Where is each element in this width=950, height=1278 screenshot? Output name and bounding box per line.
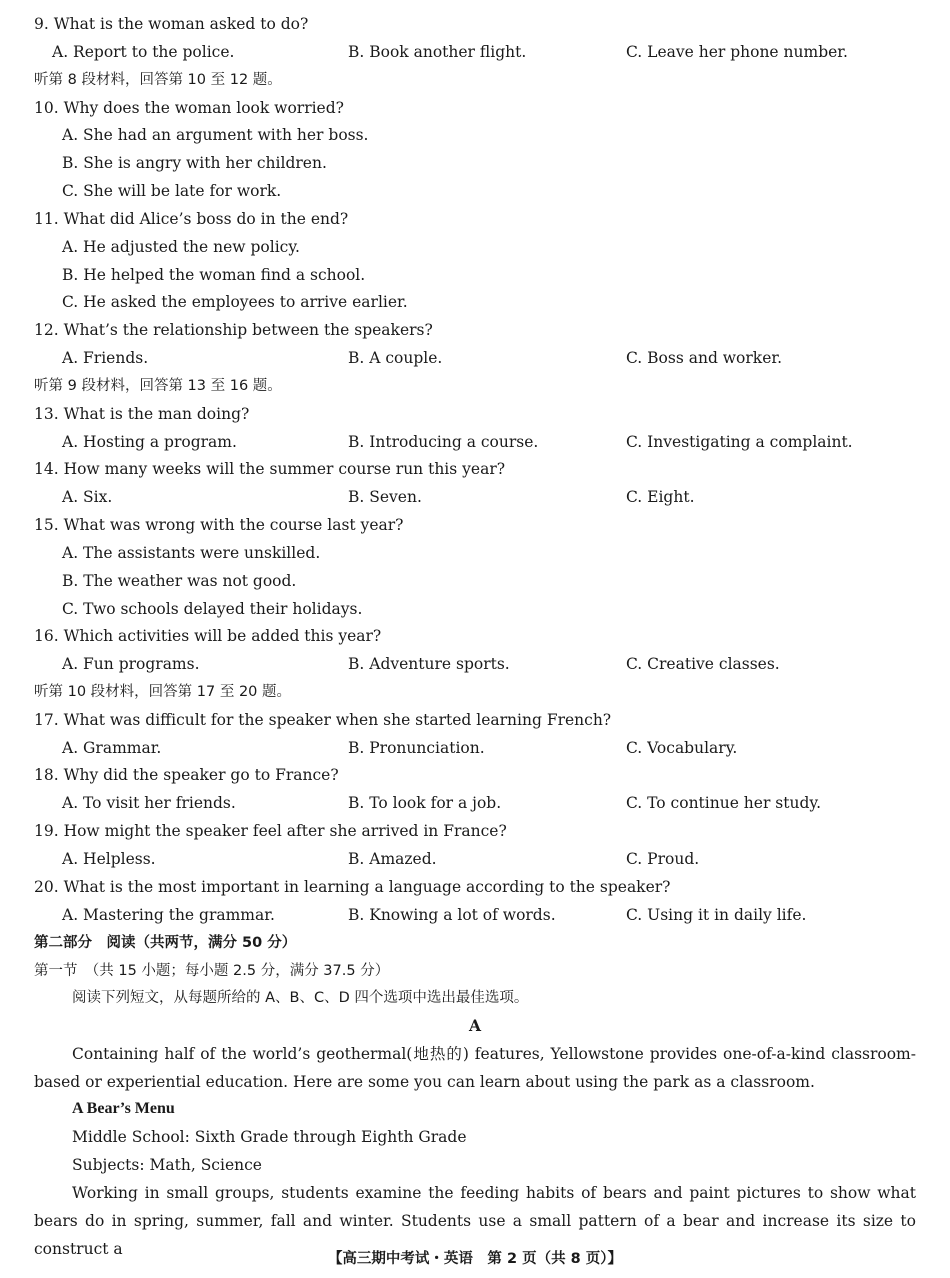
section-9-instruction: 听第 9 段材料，回答第 13 至 16 题。 xyxy=(34,378,282,394)
question-15-option-b: B. The weather was not good. xyxy=(62,572,297,590)
question-13-option-a: A. Hosting a program. xyxy=(62,433,237,451)
question-10-stem: 10. Why does the woman look worried? xyxy=(34,99,344,117)
question-17-option-b: B. Pronunciation. xyxy=(348,739,485,757)
question-14-option-c: C. Eight. xyxy=(626,488,695,506)
question-12-option-c: C. Boss and worker. xyxy=(626,349,782,367)
question-18-option-b: B. To look for a job. xyxy=(348,794,502,812)
question-17-stem: 17. What was difficult for the speaker when she started learning French? xyxy=(34,711,612,729)
passage-body: Working in small groups, students examine the feeding habits of bears and paint pictures to show what bears do in spring, summer, fall and winter. Students use a small pattern of a bear and increase its size to construct a xyxy=(34,1184,916,1258)
section-8-instruction: 听第 8 段材料，回答第 10 至 12 题。 xyxy=(34,72,282,88)
question-15-option-a: A. The assistants were unskilled. xyxy=(62,544,321,562)
question-14-option-b: B. Seven. xyxy=(348,488,422,506)
question-12-option-a: A. Friends. xyxy=(62,349,149,367)
question-15-option-c: C. Two schools delayed their holidays. xyxy=(62,600,363,618)
question-13-stem: 13. What is the man doing? xyxy=(34,405,250,423)
question-19-option-b: B. Amazed. xyxy=(348,850,437,868)
question-11-option-a: A. He adjusted the new policy. xyxy=(62,238,300,256)
question-16-option-b: B. Adventure sports. xyxy=(348,655,510,673)
passage-label: A xyxy=(468,1016,482,1035)
question-20-option-b: B. Knowing a lot of words. xyxy=(348,906,556,924)
question-14-stem: 14. How many weeks will the summer course run this year? xyxy=(34,460,506,478)
question-19-stem: 19. How might the speaker feel after she arrived in France? xyxy=(34,822,507,840)
question-9-option-b: B. Book another flight. xyxy=(348,43,527,61)
question-10-option-b: B. She is angry with her children. xyxy=(62,154,327,172)
question-16-option-c: C. Creative classes. xyxy=(626,655,780,673)
question-18-option-a: A. To visit her friends. xyxy=(62,794,236,812)
question-9-option-a: A. Report to the police. xyxy=(52,43,235,61)
passage-heading: A Bear’s Menu xyxy=(72,1100,175,1117)
question-12-stem: 12. What’s the relationship between the speakers? xyxy=(34,321,433,339)
question-11-option-b: B. He helped the woman find a school. xyxy=(62,266,366,284)
question-17-option-a: A. Grammar. xyxy=(62,739,162,757)
part-two-title: 第二部分 阅读（共两节，满分 50 分） xyxy=(34,935,297,951)
question-15-stem: 15. What was wrong with the course last year? xyxy=(34,516,404,534)
question-19-option-a: A. Helpless. xyxy=(62,850,156,868)
passage-subjects: Subjects: Math, Science xyxy=(72,1156,262,1174)
question-18-stem: 18. Why did the speaker go to France? xyxy=(34,766,339,784)
question-13-option-c: C. Investigating a complaint. xyxy=(626,433,853,451)
question-20-stem: 20. What is the most important in learning a language according to the speaker? xyxy=(34,878,671,896)
question-11-option-c: C. He asked the employees to arrive earlier. xyxy=(62,293,408,311)
question-19-option-c: C. Proud. xyxy=(626,850,700,868)
question-16-option-a: A. Fun programs. xyxy=(62,655,200,673)
question-20-option-c: C. Using it in daily life. xyxy=(626,906,807,924)
question-14-option-a: A. Six. xyxy=(62,488,113,506)
question-12-option-b: B. A couple. xyxy=(348,349,443,367)
question-13-option-b: B. Introducing a course. xyxy=(348,433,539,451)
question-9-option-c: C. Leave her phone number. xyxy=(626,43,848,61)
section-10-instruction: 听第 10 段材料，回答第 17 至 20 题。 xyxy=(34,684,292,700)
question-11-stem: 11. What did Alice’s boss do in the end? xyxy=(34,210,349,228)
question-10-option-a: A. She had an argument with her boss. xyxy=(62,126,369,144)
section-one-title: 第一节 （共 15 小题；每小题 2.5 分，满分 37.5 分） xyxy=(34,963,390,979)
page-footer: 【高三期中考试・英语 第 2 页（共 8 页）】 xyxy=(327,1251,623,1267)
question-17-option-c: C. Vocabulary. xyxy=(626,739,738,757)
question-18-option-c: C. To continue her study. xyxy=(626,794,822,812)
question-10-option-c: C. She will be late for work. xyxy=(62,182,282,200)
reading-instruction: 阅读下列短文，从每题所给的 A、B、C、D 四个选项中选出最佳选项。 xyxy=(72,990,529,1006)
question-16-stem: 16. Which activities will be added this year? xyxy=(34,627,382,645)
passage-intro: Containing half of the world’s geothermal(地热的) features, Yellowstone provides one-of-a-kind classroom-based or experiential education. Here are some you can learn about using the park as a classroom. xyxy=(34,1045,916,1091)
question-20-option-a: A. Mastering the grammar. xyxy=(62,906,275,924)
question-9-stem: 9. What is the woman asked to do? xyxy=(34,15,309,33)
passage-level: Middle School: Sixth Grade through Eighth Grade xyxy=(72,1128,467,1146)
